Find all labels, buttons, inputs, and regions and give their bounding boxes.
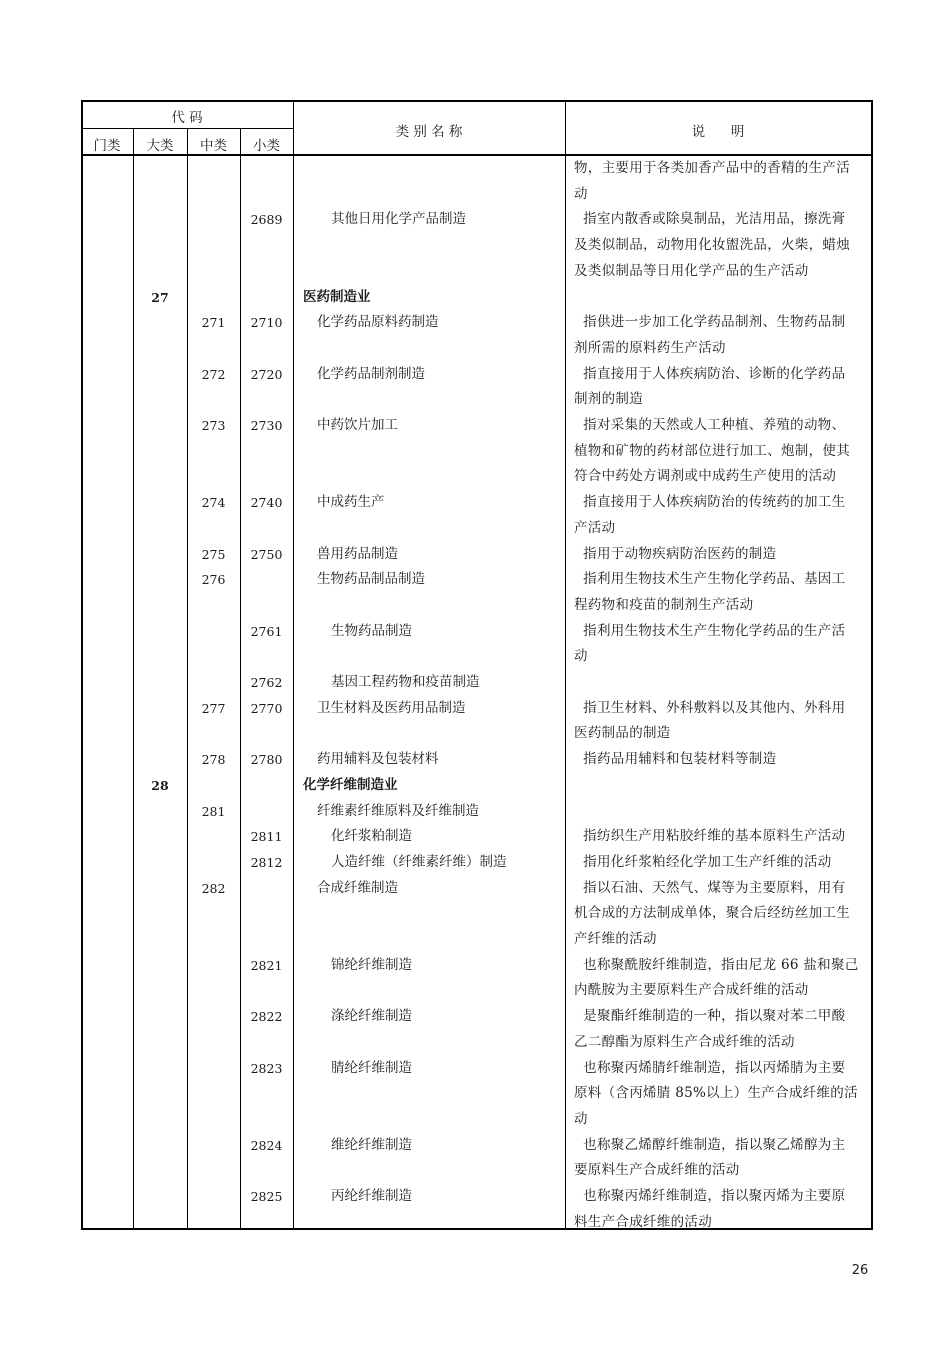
category-description xyxy=(574,285,866,311)
description-line: 产活动 xyxy=(574,519,616,536)
description-line: 符合中药处方调剂或中成药生产使用的活动 xyxy=(574,468,837,485)
description-line: 指利用生物技术生产生物化学药品、基因工 xyxy=(574,571,846,588)
description-line: 指卫生材料、外科敷料以及其他内、外科用 xyxy=(574,699,846,716)
category-description xyxy=(574,413,866,490)
description-line: 指用化纤浆粕经化学加工生产纤维的活动 xyxy=(574,853,832,870)
xiaolei-code: 2689 xyxy=(250,212,283,228)
xiaolei-code: 2730 xyxy=(250,418,283,433)
col-border-2 xyxy=(187,128,188,1229)
col-border-left xyxy=(81,100,83,1230)
category-name: 人造纤维（纤维素纤维）制造 xyxy=(331,853,507,870)
description-line: 指对采集的天然或人工种植、养殖的动物、 xyxy=(574,417,846,433)
description-line: 原料（含丙烯腈 85%以上）生产合成纤维的活 xyxy=(574,1085,858,1102)
category-description xyxy=(574,567,866,618)
category-description xyxy=(574,799,866,825)
description-line: 产纤维的活动 xyxy=(574,930,657,947)
description-line: 医药制品的制造 xyxy=(574,725,671,742)
description-line: 料生产合成纤维的活动 xyxy=(574,1213,712,1230)
xiaolei-code: 2823 xyxy=(250,1060,283,1076)
classification-table xyxy=(81,100,873,1230)
description-line xyxy=(574,799,866,825)
category-description xyxy=(574,362,866,413)
zhonglei-code: 273 xyxy=(201,418,226,433)
col-border-5 xyxy=(565,100,566,1229)
zhonglei-code: 278 xyxy=(201,752,226,768)
category-name: 中药饮片加工 xyxy=(317,417,398,433)
category-description xyxy=(574,1056,866,1133)
category-description xyxy=(574,670,866,696)
category-name: 化纤浆粕制造 xyxy=(331,828,412,845)
description-line: 指利用生物技术生产生物化学药品的生产活 xyxy=(574,622,846,639)
header-category-name: 类 别 名 称 xyxy=(395,124,463,140)
description-line: 动 xyxy=(574,1110,588,1127)
table-top-border xyxy=(81,100,873,102)
category-description xyxy=(574,490,866,541)
category-name: 药用辅料及包装材料 xyxy=(317,751,439,768)
xiaolei-code: 2821 xyxy=(250,957,283,973)
category-name: 其他日用化学产品制造 xyxy=(331,211,466,228)
category-name: 纤维素纤维原料及纤维制造 xyxy=(317,802,479,819)
zhonglei-code: 277 xyxy=(201,700,226,716)
category-name: 丙纶纤维制造 xyxy=(331,1188,412,1204)
category-description xyxy=(574,310,866,361)
category-description xyxy=(574,1004,866,1055)
zhonglei-code: 274 xyxy=(201,495,226,511)
category-name: 生物药品制造 xyxy=(331,622,412,639)
zhonglei-code: 282 xyxy=(201,880,226,896)
description-line: 指纺织生产用粘胶纤维的基本原料生产活动 xyxy=(574,828,846,845)
category-name: 化学纤维制造业 xyxy=(303,776,398,793)
xiaolei-code: 2762 xyxy=(250,675,283,690)
header-description: 说 明 xyxy=(691,124,745,140)
category-name: 化学药品原料药制造 xyxy=(317,314,439,331)
category-description xyxy=(574,773,866,799)
xiaolei-code: 2811 xyxy=(250,829,283,845)
category-description xyxy=(574,619,866,670)
description-line: 也称聚丙烯腈纤维制造，指以丙烯腈为主要 xyxy=(574,1059,846,1076)
page-number: 26 xyxy=(851,1263,869,1278)
category-name: 兽用药品制造 xyxy=(317,545,398,562)
description-line: 也称聚乙烯醇纤维制造，指以聚乙烯醇为主 xyxy=(574,1136,846,1153)
zhonglei-code: 276 xyxy=(201,572,226,588)
zhonglei-code: 275 xyxy=(201,546,226,562)
description-line xyxy=(574,670,866,696)
dalei-code: 28 xyxy=(151,777,169,793)
category-description xyxy=(574,696,866,747)
zhonglei-code: 271 xyxy=(201,315,226,331)
description-line: 动 xyxy=(574,185,588,202)
description-line: 指药品用辅料和包装材料等制造 xyxy=(574,751,777,768)
description-line: 指直接用于人体疾病防治的传统药的加工生 xyxy=(574,494,846,511)
header-menlei: 门类 xyxy=(93,138,121,154)
description-line: 动 xyxy=(574,648,588,665)
xiaolei-code: 2740 xyxy=(250,495,283,511)
category-name: 医药制造业 xyxy=(303,288,371,305)
description-line: 是聚酯纤维制造的一种，指以聚对苯二甲酸 xyxy=(574,1008,846,1025)
xiaolei-code: 2761 xyxy=(250,623,283,639)
category-description xyxy=(574,1133,866,1184)
header-dalei: 大类 xyxy=(146,138,174,154)
col-border-right xyxy=(871,100,873,1230)
xiaolei-code: 2824 xyxy=(250,1137,283,1153)
description-line: 剂所需的原料药生产活动 xyxy=(574,339,726,356)
category-name: 卫生材料及医药用品制造 xyxy=(317,699,466,716)
xiaolei-code: 2750 xyxy=(250,546,283,562)
category-name: 锦纶纤维制造 xyxy=(331,956,412,973)
description-line xyxy=(574,773,866,799)
description-line: 指直接用于人体疾病防治、诊断的化学药品 xyxy=(574,365,846,382)
xiaolei-code: 2780 xyxy=(250,752,283,768)
category-description xyxy=(574,1184,866,1235)
description-line: 指以石油、天然气、煤等为主要原料，用有 xyxy=(574,879,846,896)
category-description xyxy=(574,156,866,207)
category-description xyxy=(574,953,866,1004)
category-description xyxy=(574,850,866,876)
header-xiaolei: 小类 xyxy=(253,138,280,154)
description-line xyxy=(574,285,866,311)
description-line: 也称聚丙烯纤维制造，指以聚丙烯为主要原 xyxy=(574,1188,846,1204)
col-border-4 xyxy=(293,100,294,1229)
description-line: 物，主要用于各类加香产品中的香精的生产活 xyxy=(574,160,850,176)
category-name: 腈纶纤维制造 xyxy=(331,1059,412,1076)
description-line: 程药物和疫苗的制剂生产活动 xyxy=(574,596,754,613)
category-description xyxy=(574,542,866,568)
description-line: 制剂的制造 xyxy=(574,391,643,408)
category-name: 中成药生产 xyxy=(317,494,385,511)
description-line: 内酰胺为主要原料生产合成纤维的活动 xyxy=(574,982,809,999)
xiaolei-code: 2720 xyxy=(250,366,283,382)
zhonglei-code: 281 xyxy=(201,803,226,819)
xiaolei-code: 2812 xyxy=(250,854,283,870)
description-line: 植物和矿物的药材部位进行加工、炮制，使其 xyxy=(574,442,850,459)
xiaolei-code: 2710 xyxy=(250,315,283,331)
header-zhonglei: 中类 xyxy=(200,138,227,154)
category-name: 基因工程药物和疫苗制造 xyxy=(331,674,480,690)
category-description xyxy=(574,207,866,284)
dalei-code: 27 xyxy=(151,289,169,305)
description-line: 及类似制品，动物用化妆盥洗品，火柴，蜡烛 xyxy=(574,237,850,254)
description-line: 指供进一步加工化学药品制剂、生物药品制 xyxy=(574,314,846,331)
xiaolei-code: 2822 xyxy=(250,1009,283,1025)
xiaolei-code: 2770 xyxy=(250,700,283,716)
description-line: 要原料生产合成纤维的活动 xyxy=(574,1162,740,1179)
description-line: 指用于动物疾病防治医药的制造 xyxy=(574,545,777,562)
category-description xyxy=(574,824,866,850)
header-code: 代 码 xyxy=(171,110,203,126)
description-line: 也称聚酰胺纤维制造，指由尼龙 66 盐和聚己 xyxy=(574,956,859,973)
category-name: 化学药品制剂制造 xyxy=(317,365,425,382)
category-name: 维纶纤维制造 xyxy=(331,1136,412,1153)
category-description xyxy=(574,747,866,773)
zhonglei-code: 272 xyxy=(201,366,226,382)
description-line: 乙二醇酯为原料生产合成纤维的活动 xyxy=(574,1033,795,1050)
category-name: 生物药品制品制造 xyxy=(317,571,425,588)
category-description xyxy=(574,876,866,953)
category-name: 合成纤维制造 xyxy=(317,879,398,896)
category-name: 涤纶纤维制造 xyxy=(331,1008,412,1025)
description-line: 及类似制品等日用化学产品的生产活动 xyxy=(574,262,809,279)
description-line: 指室内散香或除臭制品，光洁用品，擦洗膏 xyxy=(574,211,846,228)
description-line: 机合成的方法制成单体，聚合后经纺丝加工生 xyxy=(574,905,850,922)
xiaolei-code: 2825 xyxy=(250,1189,283,1204)
